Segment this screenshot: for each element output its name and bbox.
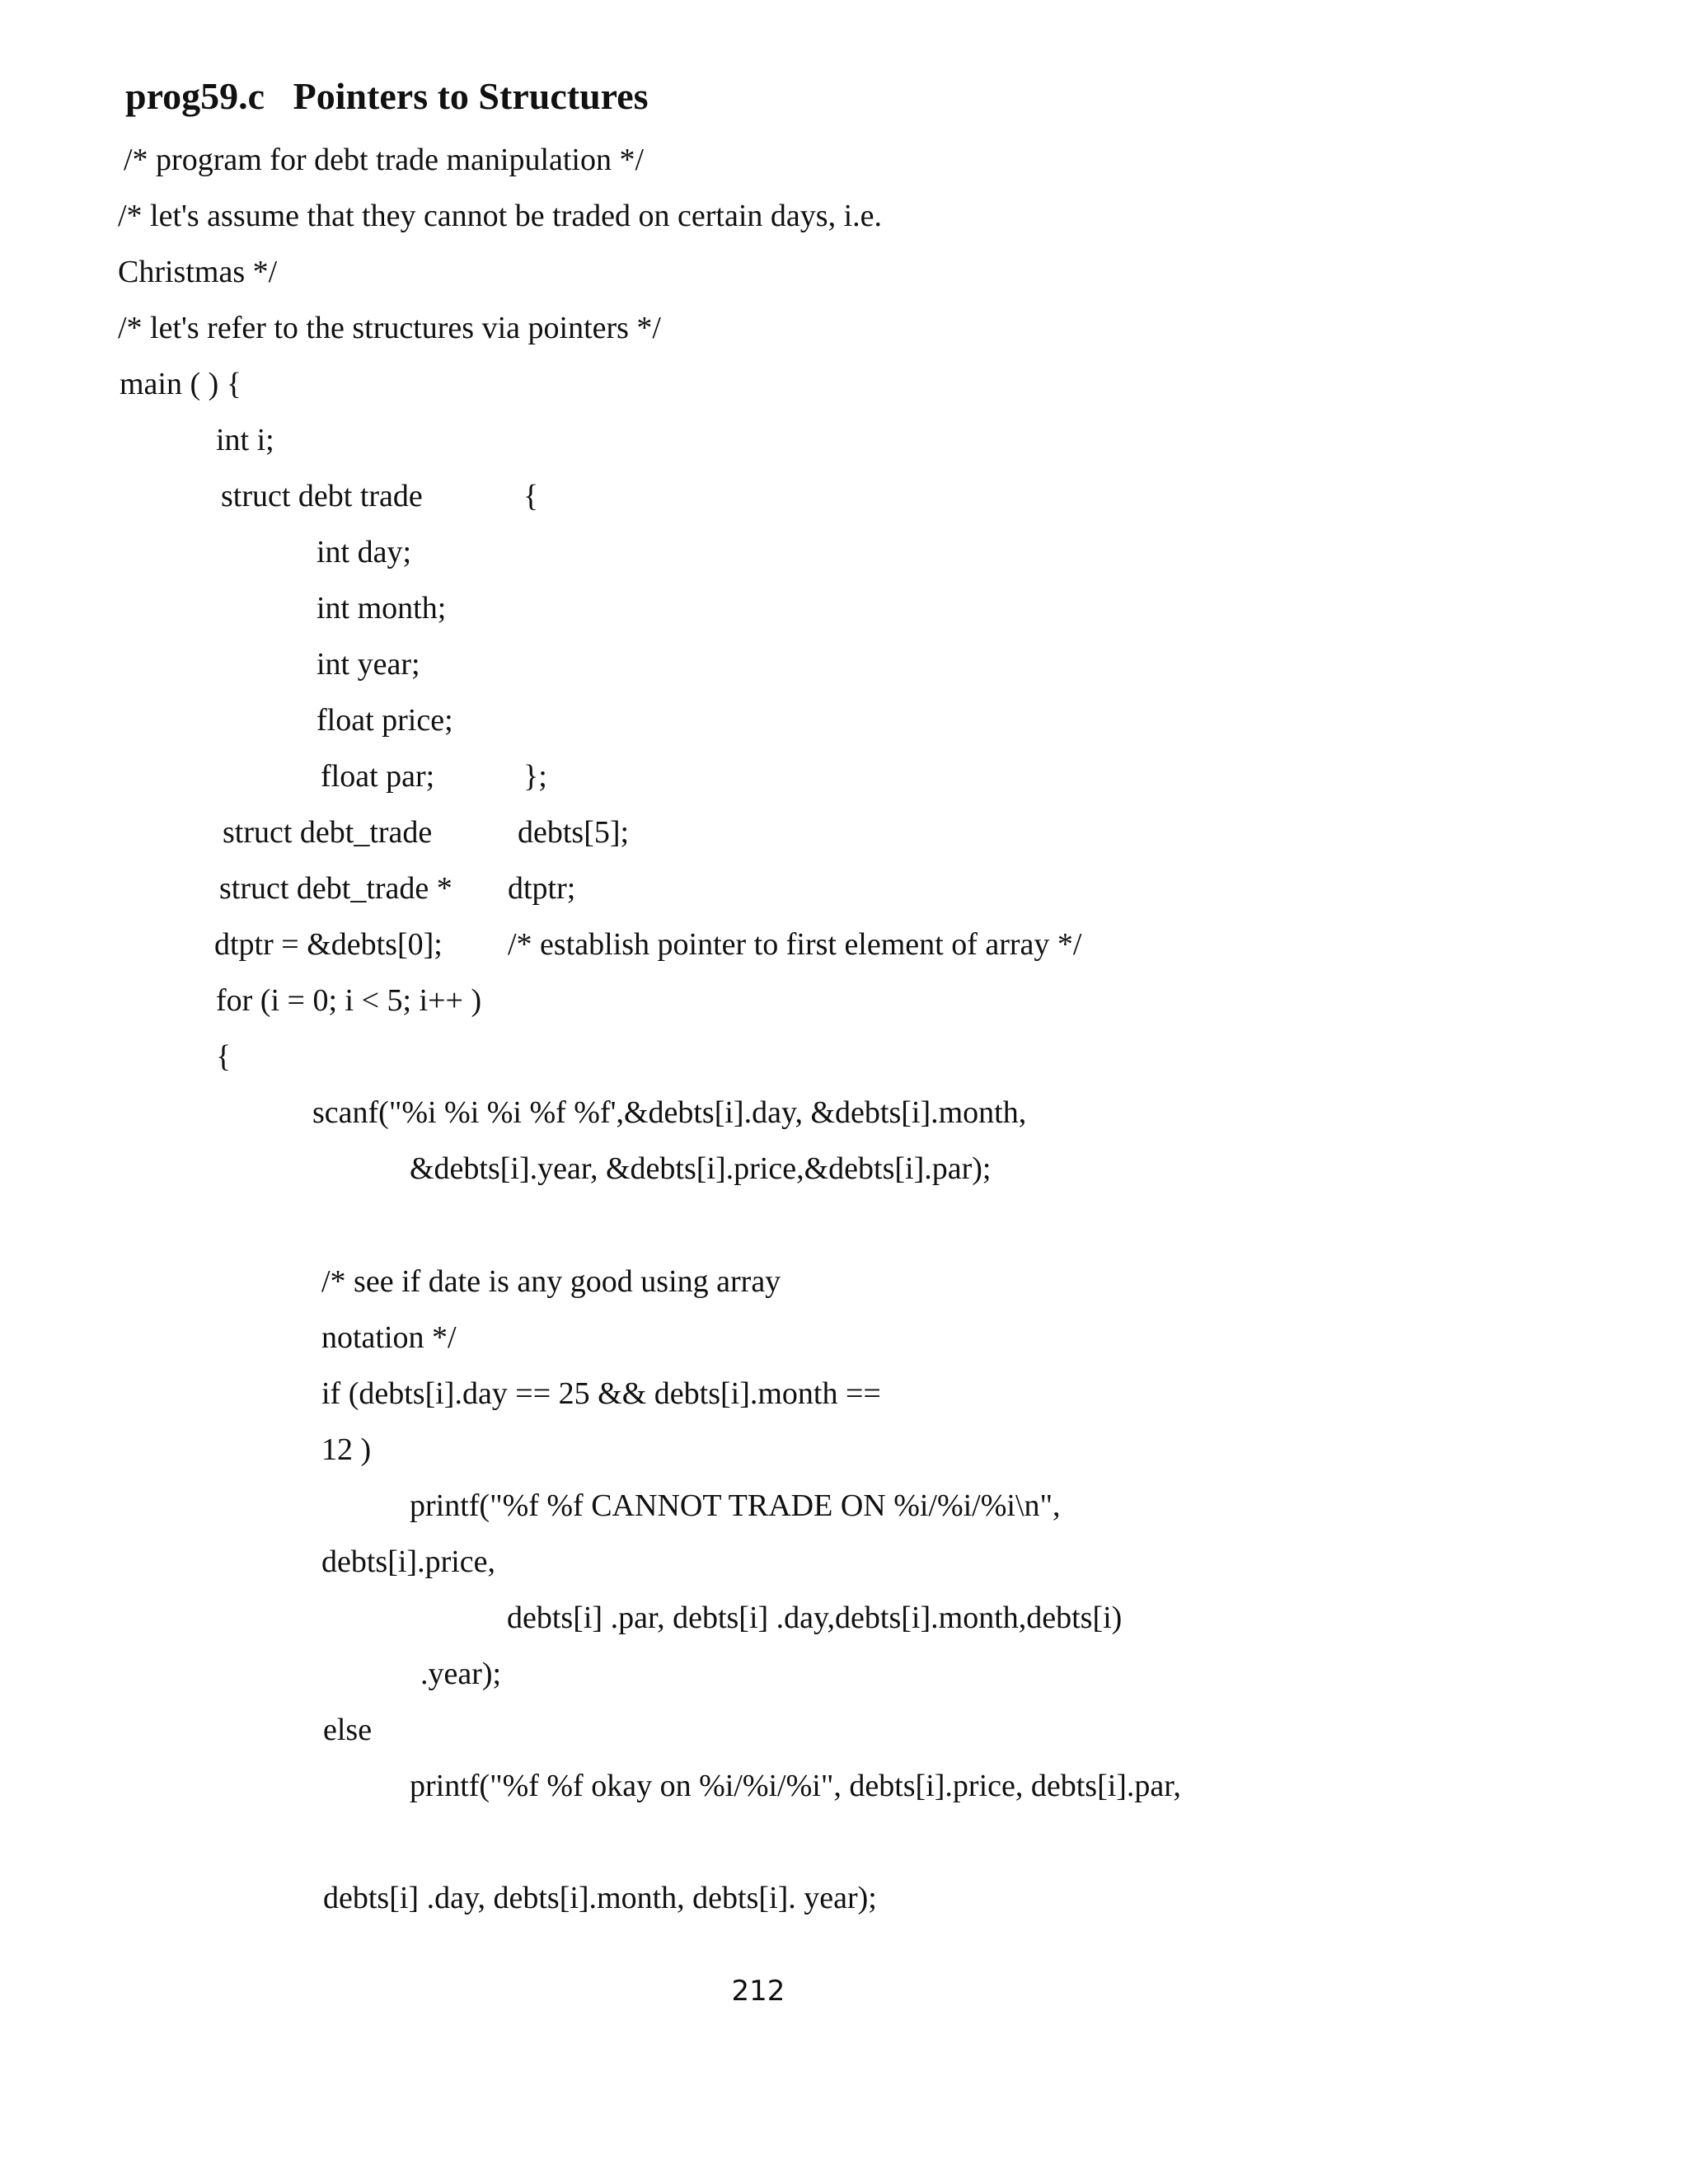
code-line: debts[i].price, <box>321 1544 496 1579</box>
code-line: int month; <box>316 591 447 626</box>
code-line: .year); <box>420 1657 502 1691</box>
code-line: &debts[i].year, &debts[i].price,&debts[i].par); <box>410 1151 992 1186</box>
code-line: dtptr = &debts[0]; <box>214 927 443 962</box>
code-line: /* let's refer to the structures via pointers */ <box>118 311 661 345</box>
file-name: prog59.c <box>125 75 265 117</box>
code-line: Christmas */ <box>118 255 278 289</box>
code-line: 12 ) <box>321 1432 372 1467</box>
code-line: struct debt_trade * <box>219 871 452 906</box>
code-line: /* program for debt trade manipulation */ <box>124 143 645 177</box>
code-line: int i; <box>216 423 274 457</box>
code-line: float par; <box>321 759 435 794</box>
code-line: dtptr; <box>508 871 576 906</box>
code-line: struct debt_trade <box>223 815 433 850</box>
code-line: int year; <box>316 647 420 682</box>
code-line: notation */ <box>321 1320 457 1355</box>
code-line: printf("%f %f okay on %i/%i/%i", debts[i].price, debts[i].par, <box>410 1769 1181 1803</box>
code-line: for (i = 0; i < 5; i++ ) <box>216 983 482 1018</box>
code-line: int day; <box>316 535 412 569</box>
code-line: if (debts[i].day == 25 && debts[i].month == <box>321 1376 881 1411</box>
code-line: /* let's assume that they cannot be traded on certain days, i.e. <box>118 199 882 233</box>
code-line: main ( ) { <box>120 367 242 401</box>
code-line: /* establish pointer to first element of array */ <box>508 927 1082 962</box>
section-title: Pointers to Structures <box>293 75 649 117</box>
code-line: { <box>523 479 539 513</box>
code-line: else <box>323 1713 373 1747</box>
code-line: struct debt trade <box>221 479 423 513</box>
code-line: scanf("%i %i %i %f %f',&debts[i].day, &debts[i].month, <box>312 1095 1027 1130</box>
code-line: /* see if date is any good using array <box>321 1264 781 1299</box>
page-number: 212 <box>731 1975 785 2008</box>
code-line: debts[5]; <box>518 815 630 850</box>
code-line: }; <box>523 759 547 794</box>
code-line: printf("%f %f CANNOT TRADE ON %i/%i/%i\n", <box>410 1488 1061 1523</box>
code-line: debts[i] .par, debts[i] .day,debts[i].month,debts[i) <box>507 1601 1123 1635</box>
code-line: debts[i] .day, debts[i].month, debts[i]. year); <box>323 1881 877 1915</box>
page-title <box>125 74 649 118</box>
code-line: float price; <box>316 703 453 738</box>
code-line: { <box>216 1039 232 1074</box>
